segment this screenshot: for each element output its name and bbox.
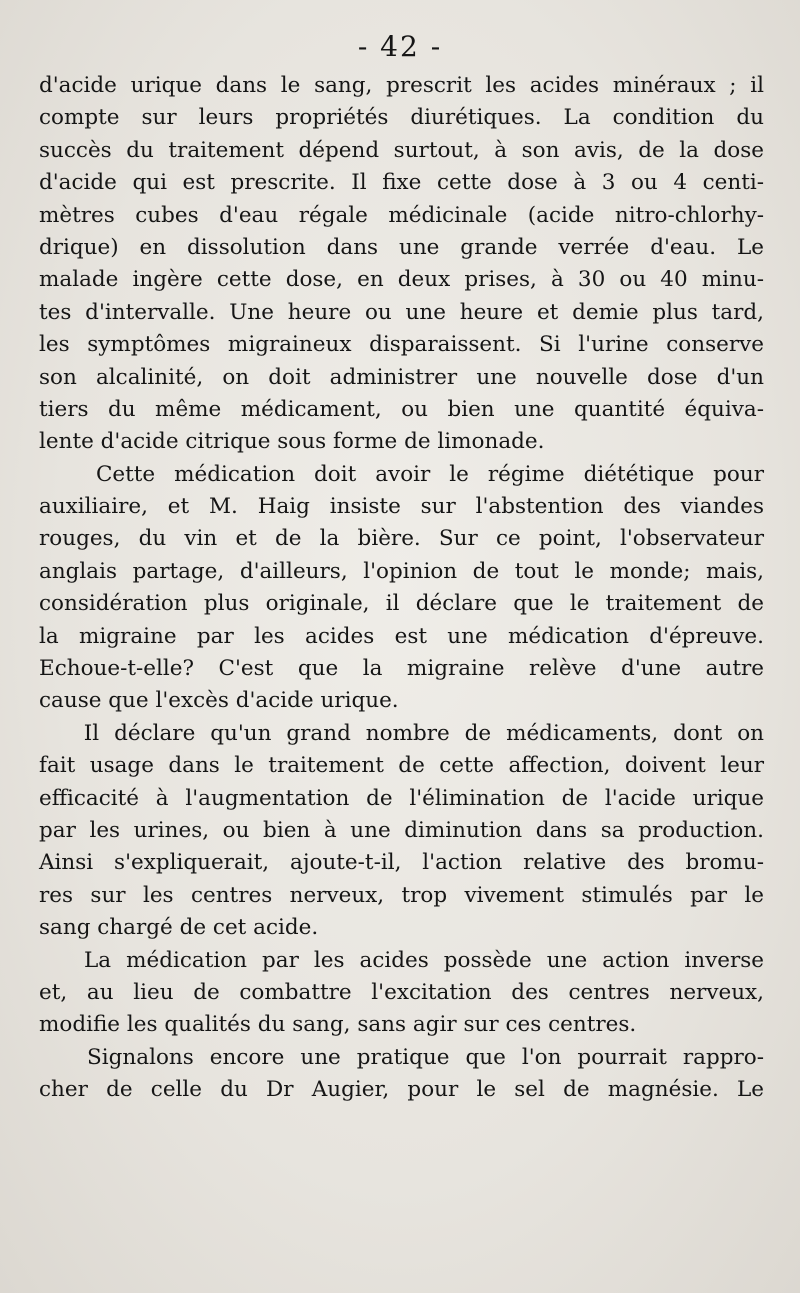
text-line: cause que l'excès d'acide urique. bbox=[39, 688, 399, 714]
text-line: mètres cubes d'eau régale médicinale (acide nitro-chlorhy- bbox=[39, 202, 764, 228]
text-line: malade ingère cette dose, en deux prises, à 30 ou 40 minu- bbox=[39, 267, 764, 293]
text-line: tiers du même médicament, ou bien une quantité équiva- bbox=[39, 396, 764, 422]
text-line: par les urines, ou bien à une diminution dans sa production. bbox=[39, 817, 764, 843]
body-text bbox=[39, 70, 764, 1107]
text-line: Signalons encore une pratique que l'on pourrait rappro- bbox=[39, 1044, 764, 1070]
text-line: sang chargé de cet acide. bbox=[39, 915, 319, 941]
text-line: Il déclare qu'un grand nombre de médicaments, dont on bbox=[39, 720, 764, 746]
text-line: d'acide urique dans le sang, prescrit les acides minéraux ; il bbox=[39, 73, 764, 98]
text-line: efficacité à l'augmentation de l'élimination de l'acide urique bbox=[39, 785, 764, 811]
text-line: auxiliaire, et M. Haig insiste sur l'abstention des viandes bbox=[39, 494, 764, 520]
text-line: Echoue-t-elle? C'est que la migraine relève d'une autre bbox=[39, 656, 764, 682]
text-line: les symptômes migraineux disparaissent. Si l'urine conserve bbox=[39, 332, 764, 358]
text-line: la migraine par les acides est une médication d'épreuve. bbox=[39, 623, 764, 649]
text-line: Ainsi s'expliquerait, ajoute-t-il, l'action relative des bromu- bbox=[39, 850, 764, 876]
text-line: et, au lieu de combattre l'excitation des centres nerveux, bbox=[39, 979, 764, 1005]
text-line: d'acide qui est prescrite. Il fixe cette dose à 3 ou 4 centi- bbox=[39, 170, 764, 196]
text-line: compte sur leurs propriétés diurétiques. La condition du bbox=[39, 105, 764, 131]
text-line: cher de celle du Dr Augier, pour le sel de magnésie. Le bbox=[39, 1077, 764, 1103]
text-line: considération plus originale, il déclare que le traitement de bbox=[39, 591, 764, 617]
text-line: anglais partage, d'ailleurs, l'opinion de tout le monde; mais, bbox=[39, 558, 764, 584]
text-line: Cette médication doit avoir le régime diététique pour bbox=[39, 461, 764, 487]
text-line: res sur les centres nerveux, trop vivement stimulés par le bbox=[39, 882, 764, 908]
text-line: rouges, du vin et de la bière. Sur ce point, l'observateur bbox=[39, 526, 764, 552]
text-line: succès du traitement dépend surtout, à son avis, de la dose bbox=[39, 137, 764, 163]
text-line: lente d'acide citrique sous forme de limonade. bbox=[39, 429, 545, 455]
text-line: drique) en dissolution dans une grande verrée d'eau. Le bbox=[39, 234, 764, 260]
text-line: La médication par les acides possède une action inverse bbox=[39, 947, 764, 973]
text-line: modifie les qualités du sang, sans agir sur ces centres. bbox=[39, 1012, 637, 1038]
page-number: - 42 - bbox=[357, 30, 443, 63]
text-line: tes d'intervalle. Une heure ou une heure et demie plus tard, bbox=[39, 299, 764, 325]
text-line: son alcalinité, on doit administrer une nouvelle dose d'un bbox=[39, 364, 764, 390]
text-line: fait usage dans le traitement de cette affection, doivent leur bbox=[39, 753, 764, 779]
